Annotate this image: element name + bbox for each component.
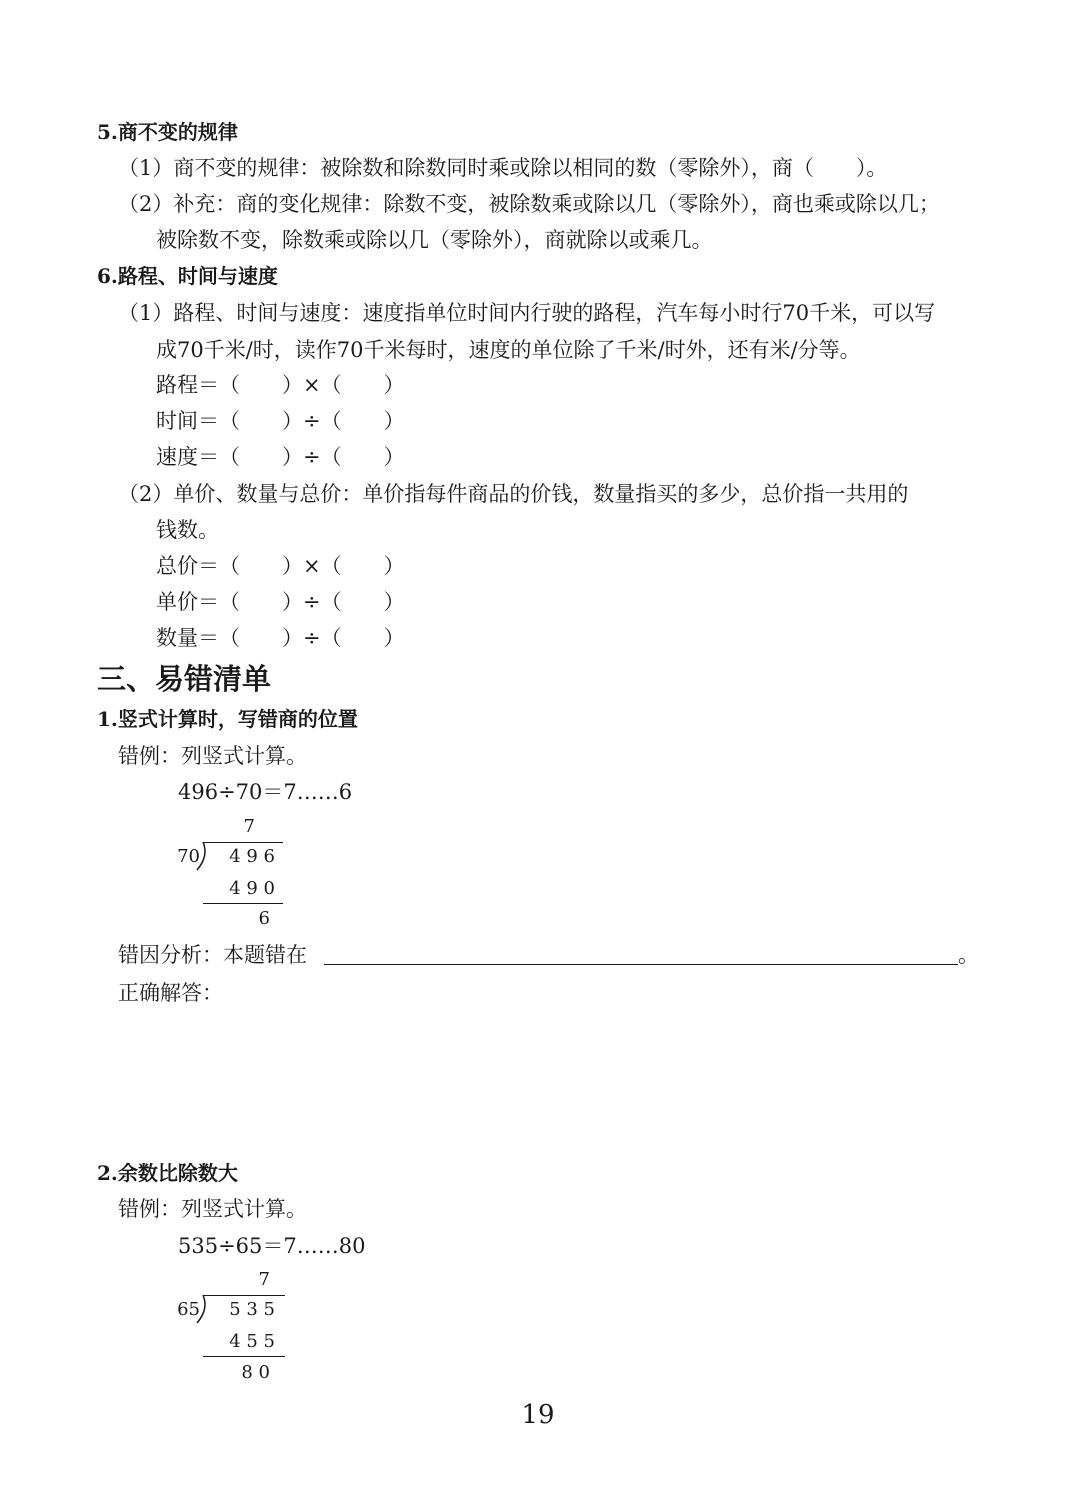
item2-subtraction-line: [203, 1356, 285, 1357]
item1-vinculum: [203, 842, 283, 843]
formula-quantity: 数量＝（ ）÷（ ）: [156, 626, 405, 650]
item1-dividend: 4 9 6: [229, 846, 275, 867]
page-number: 19: [521, 1400, 555, 1430]
formula-total-price: 总价＝（ ）×（ ）: [156, 554, 405, 578]
item2-title: 2.余数比除数大: [97, 1161, 238, 1185]
item1-analysis-label: 错因分析：本题错在: [118, 943, 307, 967]
formula-unit-price: 单价＝（ ）÷（ ）: [156, 590, 405, 614]
item2-example-label: 错例：列竖式计算。: [118, 1197, 307, 1221]
item1-subtraction-line: [203, 903, 283, 904]
item1-analysis-end: 。: [958, 943, 979, 967]
section6-p1b: 成70千米/时，读作70千米每时，速度的单位除了千米/时外，还有米/分等。: [156, 338, 861, 362]
item1-equation: 496÷70＝7……6: [178, 780, 353, 804]
item1-quotient: 7: [243, 816, 255, 837]
section5-p2b: 被除数不变，除数乘或除以几（零除外），商就除以或乘几。: [156, 228, 713, 252]
formula-speed: 速度＝（ ）÷（ ）: [156, 445, 405, 469]
section5-title: 5.商不变的规律: [97, 120, 238, 144]
item2-divisor: 65: [177, 1299, 200, 1320]
item2-dividend: 5 3 5: [229, 1299, 275, 1320]
item1-analysis-blank[interactable]: [324, 964, 958, 965]
formula-time: 时间＝（ ）÷（ ）: [156, 409, 405, 433]
item2-product: 4 5 5: [229, 1331, 275, 1352]
part3-title: 三、易错清单: [97, 662, 272, 696]
item2-equation: 535÷65＝7……80: [178, 1234, 366, 1258]
section5-p1: （1）商不变的规律：被除数和除数同时乘或除以相同的数（零除外），商（ ）。: [118, 156, 888, 180]
section5-p2a: （2）补充：商的变化规律：除数不变，被除数乘或除以几（零除外），商也乘或除以几；: [118, 192, 940, 216]
section6-p1a: （1）路程、时间与速度：速度指单位时间内行驶的路程，汽车每小时行70千米，可以写: [118, 301, 936, 325]
item1-product: 4 9 0: [229, 878, 275, 899]
item2-quotient: 7: [258, 1269, 270, 1290]
item1-remainder: 6: [258, 908, 270, 929]
item2-vinculum: [203, 1295, 285, 1296]
item1-example-label: 错例：列竖式计算。: [118, 744, 307, 768]
section6-title: 6.路程、时间与速度: [97, 264, 278, 288]
item1-title: 1.竖式计算时，写错商的位置: [97, 707, 358, 731]
item1-answer-label: 正确解答：: [118, 981, 223, 1005]
item1-divisor: 70: [177, 846, 200, 867]
formula-distance: 路程＝（ ）×（ ）: [156, 373, 405, 397]
section6-p2b: 钱数。: [156, 518, 219, 542]
item2-remainder: 8 0: [241, 1362, 270, 1383]
section6-p2a: （2）单价、数量与总价：单价指每件商品的价钱，数量指买的多少，总价指一共用的: [118, 482, 909, 506]
